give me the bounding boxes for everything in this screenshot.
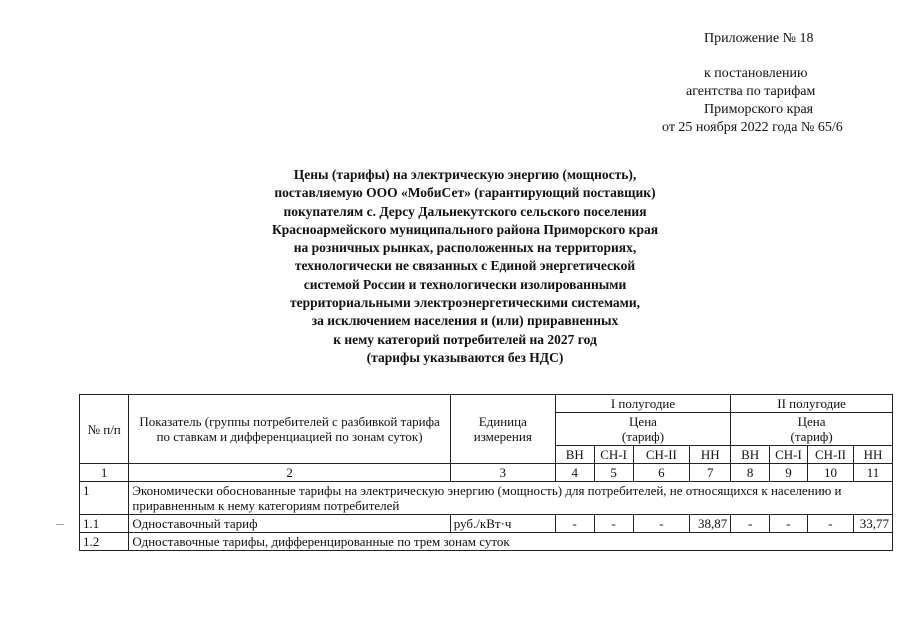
margin-mark: [56, 524, 64, 525]
column-number: 4: [555, 464, 594, 482]
tariff-label: (тариф): [621, 429, 665, 444]
title-line: поставляемую ООО «МобиСет» (гарантирующий поставщик): [274, 185, 656, 201]
column-number: 5: [594, 464, 633, 482]
row-text: Одноставочный тариф: [129, 515, 450, 533]
row-text: Одноставочные тарифы, дифференцированные по трем зонам суток: [129, 533, 893, 551]
row-text: Экономически обоснованные тарифы на электрическую энергию (мощность) для потребителей, не относящихся к населению и приравненным к нему категориям потребителей: [129, 482, 893, 515]
title-line: к нему категорий потребителей на 2027 год: [333, 331, 597, 347]
column-number: 1: [80, 464, 129, 482]
title-line: технологически не связанных с Единой энергетической: [294, 258, 636, 274]
header-no: № п/п: [80, 395, 129, 464]
level-header: СН-II: [633, 446, 690, 464]
header-half1: I полугодие: [555, 395, 730, 413]
header-price-1: [555, 413, 730, 446]
header-price-2: [731, 413, 893, 446]
tariff-value: -: [770, 515, 808, 533]
title-line: системой России и технологически изолированными: [303, 276, 627, 292]
level-header: НН: [690, 446, 731, 464]
tariff-value: -: [807, 515, 853, 533]
table-row: [80, 515, 893, 533]
column-number-row: [80, 464, 893, 482]
header-row: [80, 395, 893, 413]
title-line: Красноармейского муниципального района Приморского края: [271, 221, 659, 237]
title-line: (тарифы указываются без НДС): [366, 349, 564, 365]
table-row: [80, 482, 893, 515]
basis-line: к постановлению: [704, 66, 808, 81]
document-title: [170, 166, 760, 367]
column-number: 7: [690, 464, 731, 482]
level-header: ВН: [731, 446, 770, 464]
table-row: [80, 533, 893, 551]
column-number: 2: [129, 464, 450, 482]
row-unit: руб./кВт·ч: [450, 515, 555, 533]
tariff-label: (тариф): [790, 429, 833, 444]
title-line: территориальными электроэнергетическими системами,: [289, 295, 641, 311]
tariff-value: 33,77: [854, 515, 893, 533]
title-line: за исключением населения и (или) приравненных: [311, 313, 619, 329]
price-label: Цена: [629, 414, 657, 429]
row-number: 1: [80, 482, 129, 515]
header-half2: II полугодие: [731, 395, 893, 413]
tariff-table: [79, 394, 893, 551]
header-unit: Единица измерения: [450, 395, 555, 464]
appendix-number: Приложение № 18: [704, 31, 814, 46]
column-number: 11: [854, 464, 893, 482]
row-number: 1.1: [80, 515, 129, 533]
header-indicator: Показатель (группы потребителей с разбивкой тарифа по ставкам и дифференциацией по зонам суток): [129, 395, 450, 464]
tariff-value: -: [731, 515, 770, 533]
price-label: Цена: [797, 414, 826, 429]
title-line: на розничных рынках, расположенных на территориях,: [293, 240, 637, 256]
appendix-block: [600, 30, 900, 137]
title-line: Цены (тарифы) на электрическую энергию (мощность),: [293, 167, 637, 182]
basis-line: агентства по тарифам: [686, 84, 816, 99]
level-header: ВН: [555, 446, 594, 464]
column-number: 9: [770, 464, 808, 482]
level-header: СН-I: [594, 446, 633, 464]
level-header: СН-I: [770, 446, 808, 464]
column-number: 8: [731, 464, 770, 482]
basis-line: Приморского края: [704, 102, 814, 117]
column-number: 3: [450, 464, 555, 482]
title-line: покупателям с. Дерсу Дальнекутского сельского поселения: [283, 203, 647, 219]
tariff-value: -: [594, 515, 633, 533]
tariff-value: -: [555, 515, 594, 533]
tariff-value: 38,87: [690, 515, 731, 533]
level-header: НН: [854, 446, 893, 464]
column-number: 6: [633, 464, 690, 482]
basis-line: от 25 ноября 2022 года № 65/6: [662, 120, 843, 135]
row-number: 1.2: [80, 533, 129, 551]
tariff-value: -: [633, 515, 690, 533]
column-number: 10: [807, 464, 853, 482]
level-header: СН-II: [807, 446, 853, 464]
appendix-basis: [600, 65, 900, 137]
